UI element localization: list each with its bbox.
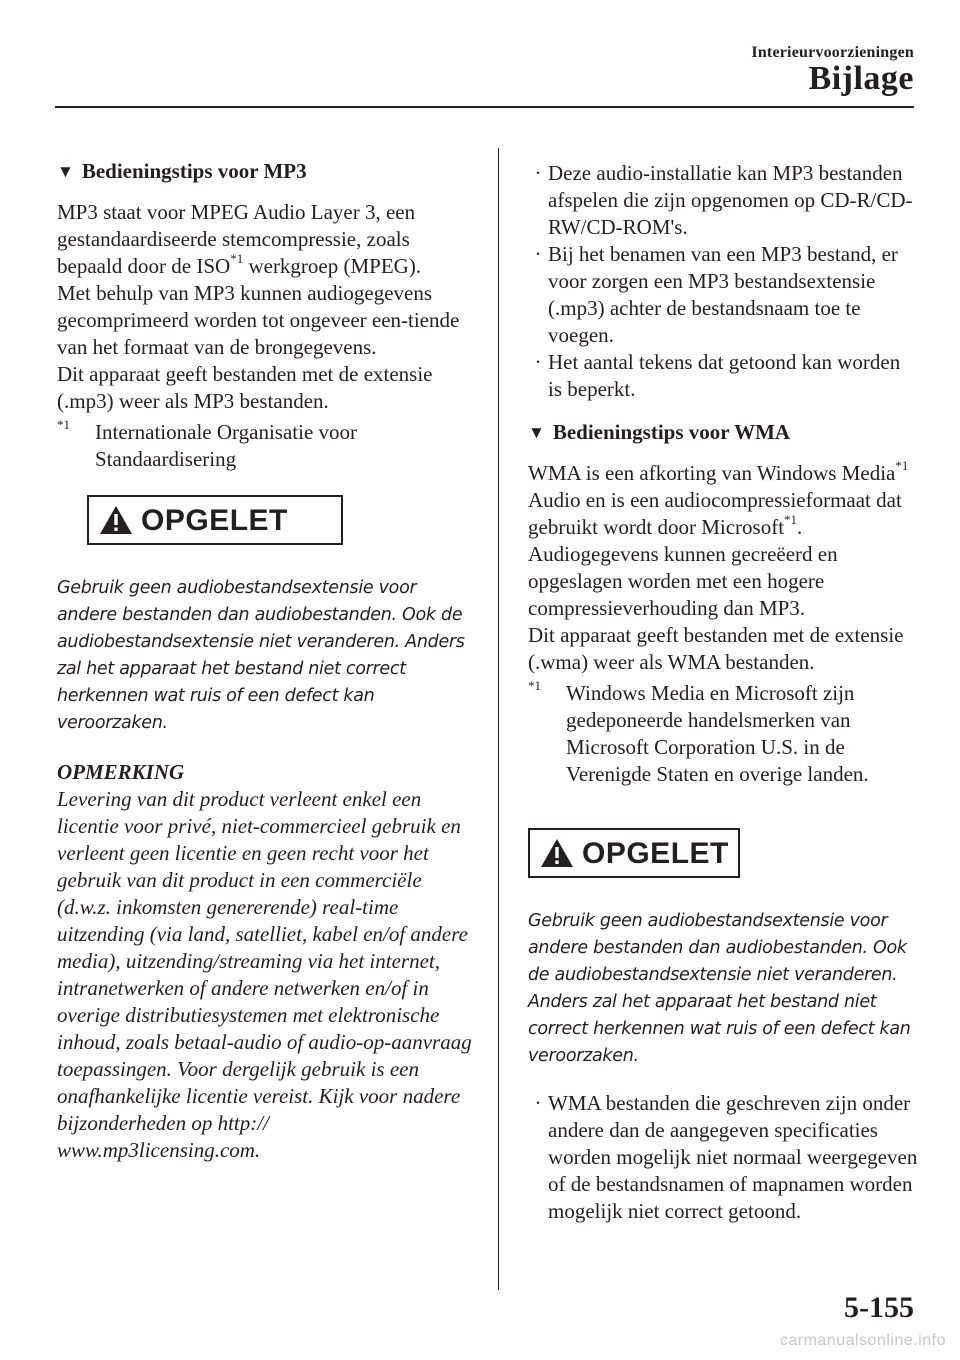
- right-column: [528, 160, 918, 1225]
- warning-triangle-icon: [99, 505, 133, 535]
- column-divider: [498, 148, 499, 1290]
- caution-text: Gebruik geen audiobestandsextensie voor andere bestanden dan audiobestanden. Ook de audiobestandsextensie niet veranderen. Anders zal het apparaat het bestand niet correct herkennen wat ruis of een defect kan veroorzaken.: [57, 578, 465, 733]
- footnote: [57, 419, 477, 473]
- footnote-number: *1: [528, 678, 541, 693]
- running-header-title: Bijlage: [808, 60, 914, 97]
- paragraph: WMA is een afkorting van Windows Media$^{*1}$ Audio en is een audiocompressieformaat dat gebruikt wordt door Microsoft$^{*1}$.: [528, 458, 909, 539]
- caution-box: [87, 495, 343, 545]
- paragraph: Dit apparaat geeft bestanden met de extensie (.mp3) weer als MP3 bestanden.: [57, 362, 433, 413]
- paragraph: Met behulp van MP3 kunnen audiogegevens gecomprimeerd worden tot ongeveer een-tiende van het formaat van de brongegevens.: [57, 281, 460, 359]
- caution-label: OPGELET: [141, 503, 288, 537]
- triangle-down-icon: ▼: [528, 423, 545, 442]
- bullet-dot: ·: [534, 1091, 542, 1115]
- footnote-ref: *1: [895, 458, 909, 473]
- watermark: carmanualsonline.info: [779, 1332, 946, 1349]
- section-heading-mp3: [57, 158, 477, 185]
- paragraph: Dit apparaat geeft bestanden met de extensie (.wma) weer als WMA bestanden.: [528, 623, 904, 674]
- footnote-ref: *1: [230, 251, 244, 266]
- footnote-text: Internationale Organisatie voor Standaardisering: [95, 420, 358, 471]
- header-rule: [55, 106, 914, 108]
- paragraph: Audiogegevens kunnen gecreëerd en opgeslagen worden met een hogere compressieverhouding dan MP3.: [528, 542, 838, 620]
- list-item: · WMA bestanden die geschreven zijn onder andere dan de aangegeven specificaties worden mogelijk niet normaal weergegeven of de bestandsnamen of mapnamen worden mogelijk niet correct getoond.: [528, 1090, 918, 1225]
- footnote-number: *1: [57, 417, 70, 432]
- list-item: · Deze audio-installatie kan MP3 bestanden afspelen die zijn opgenomen op CD-R/CD-RW/CD-ROM's.: [528, 160, 918, 241]
- warning-triangle-icon: [540, 838, 574, 868]
- list-item: · Bij het benamen van een MP3 bestand, er voor zorgen een MP3 bestandsextensie (.mp3) achter de bestandsnaam toe te voegen.: [528, 241, 918, 349]
- note-text: Levering van dit product verleent enkel een licentie voor privé, niet-commercieel gebruik en verleent geen licentie en geen recht voor het gebruik van dit product in een commerciële (d.w.z. inkomsten genererende) real-time uitzending (via land, satelliet, kabel en/of andere media), uitzending/streaming via het internet, intranetwerken of andere netwerken en/of in overige distributiesystemen met elektronische inhoud, zoals betaal-audio of audio-op-aanvraag toepassingen. Voor dergelijk gebruik is een onafhankelijke licentie vereist. Kijk voor nadere bijzonderheden op http:// www.mp3licensing.com.: [57, 787, 472, 1162]
- triangle-down-icon: ▼: [57, 162, 74, 181]
- caution-label: OPGELET: [582, 836, 729, 870]
- footnote-text: Windows Media en Microsoft zijn gedeponeerde handelsmerken van Microsoft Corporation U.S. in de Verenigde Staten en overige landen.: [566, 681, 869, 786]
- paragraph: MP3 staat voor MPEG Audio Layer 3, een gestandaardiseerde stemcompressie, zoals bepaald door de ISO$^{*1}$ werkgroep (MPEG).: [57, 200, 422, 278]
- page-number: 5-155: [844, 1291, 914, 1324]
- footnote-ref: *1: [784, 512, 798, 527]
- bullet-dot: ·: [534, 242, 542, 266]
- running-header-section: Interieurvoorzieningen: [751, 44, 914, 61]
- heading-text: Bedieningstips voor WMA: [552, 420, 791, 444]
- note-title: OPMERKING: [57, 760, 185, 784]
- bullet-dot: ·: [534, 161, 542, 185]
- left-column: [57, 158, 477, 1164]
- section-heading-wma: [528, 419, 918, 446]
- list-item: · Het aantal tekens dat getoond kan worden is beperkt.: [528, 349, 918, 403]
- footnote: [528, 680, 918, 788]
- caution-text: Gebruik geen audiobestandsextensie voor andere bestanden dan audiobestanden. Ook de audiobestandsextensie niet veranderen. Anders zal het apparaat het bestand niet correct herkennen wat ruis of een defect kan veroorzaken.: [528, 911, 911, 1066]
- heading-text: Bedieningstips voor MP3: [81, 159, 307, 183]
- bullet-dot: ·: [534, 350, 542, 374]
- caution-box: [528, 828, 740, 878]
